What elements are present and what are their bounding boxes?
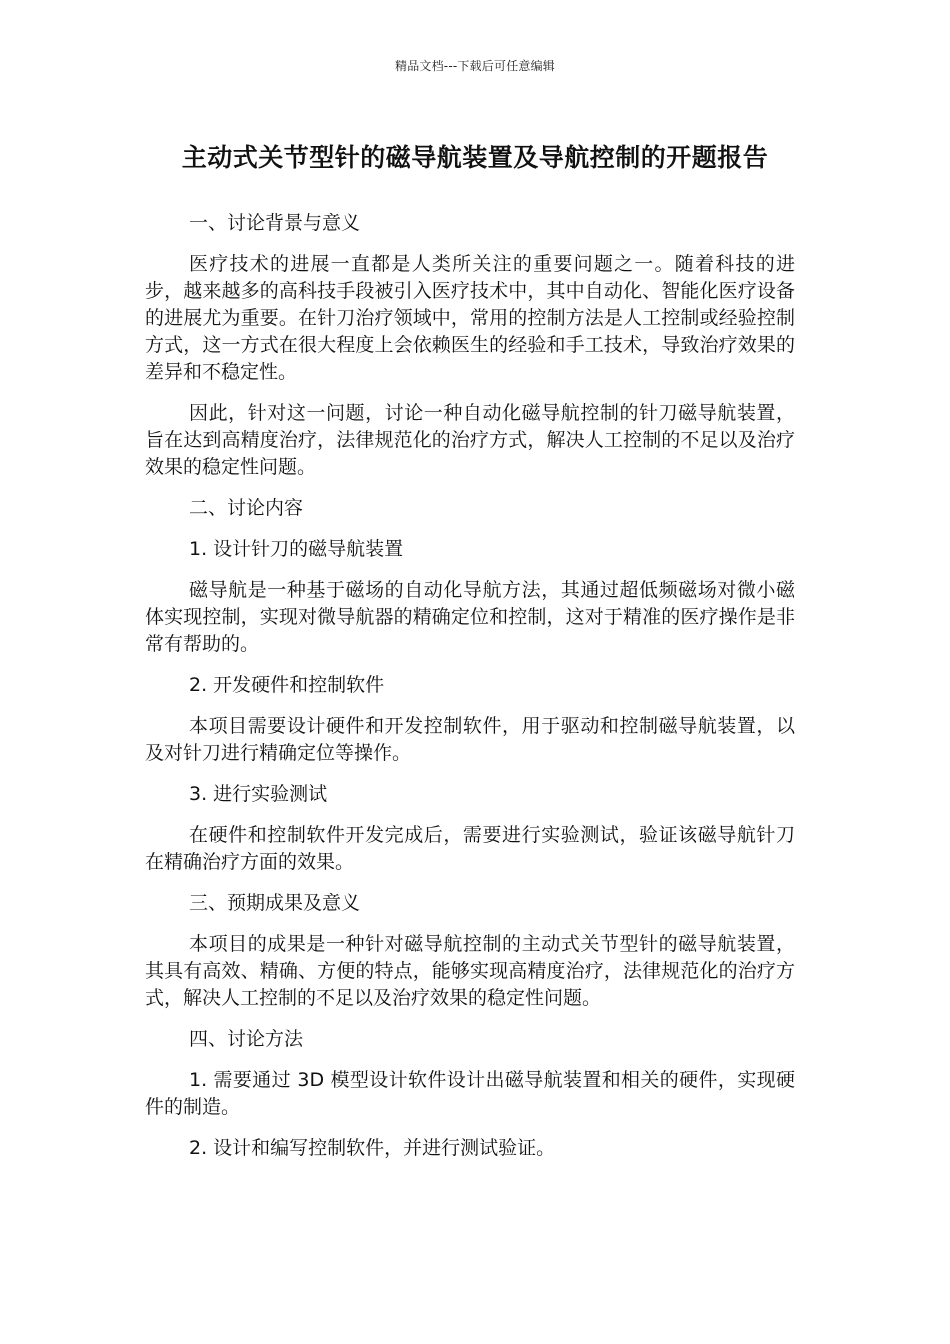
paragraph: 因此，针对这一问题，讨论一种自动化磁导航控制的针刀磁导航装置，旨在达到高精度治疗，法律规范化的治疗方式，解决人工控制的不足以及治疗效果的稳定性问题。 <box>145 402 795 478</box>
subsection-heading: 3. 进行实验测试 <box>189 783 328 805</box>
section-heading: 二、讨论内容 <box>189 497 304 519</box>
subsection-heading: 2. 开发硬件和控制软件 <box>189 674 385 696</box>
list-item: 1. 需要通过 3D 模型设计软件设计出磁导航装置和相关的硬件，实现硬件的制造。 <box>145 1069 795 1118</box>
paragraph: 在硬件和控制软件开发完成后，需要进行实验测试，验证该磁导航针刀在精确治疗方面的效果。 <box>145 824 795 873</box>
document-body <box>145 210 795 1176</box>
paragraph: 本项目需要设计硬件和开发控制软件，用于驱动和控制磁导航装置，以及对针刀进行精确定位等操作。 <box>145 715 795 764</box>
header-note: 精品文档---下载后可任意编辑 <box>395 59 555 73</box>
section-heading: 四、讨论方法 <box>189 1028 304 1050</box>
document-title: 主动式关节型针的磁导航装置及导航控制的开题报告 <box>181 143 769 172</box>
paragraph: 本项目的成果是一种针对磁导航控制的主动式关节型针的磁导航装置，其具有高效、精确、方便的特点，能够实现高精度治疗，法律规范化的治疗方式，解决人工控制的不足以及治疗效果的稳定性问题。 <box>145 933 795 1009</box>
list-item: 2. 设计和编写控制软件，并进行测试验证。 <box>189 1137 556 1159</box>
subsection-heading: 1. 设计针刀的磁导航装置 <box>189 538 404 560</box>
paragraph: 磁导航是一种基于磁场的自动化导航方法，其通过超低频磁场对微小磁体实现控制，实现对微导航器的精确定位和控制，这对于精准的医疗操作是非常有帮助的。 <box>145 579 795 655</box>
paragraph: 医疗技术的进展一直都是人类所关注的重要问题之一。随着科技的进步，越来越多的高科技手段被引入医疗技术中，其中自动化、智能化医疗设备的进展尤为重要。在针刀治疗领域中，常用的控制方法是人工控制或经验控制方式，这一方式在很大程度上会依赖医生的经验和手工技术，导致治疗效果的差异和不稳定性。 <box>145 253 795 383</box>
section-heading: 三、预期成果及意义 <box>189 892 361 914</box>
section-heading: 一、讨论背景与意义 <box>189 212 361 234</box>
